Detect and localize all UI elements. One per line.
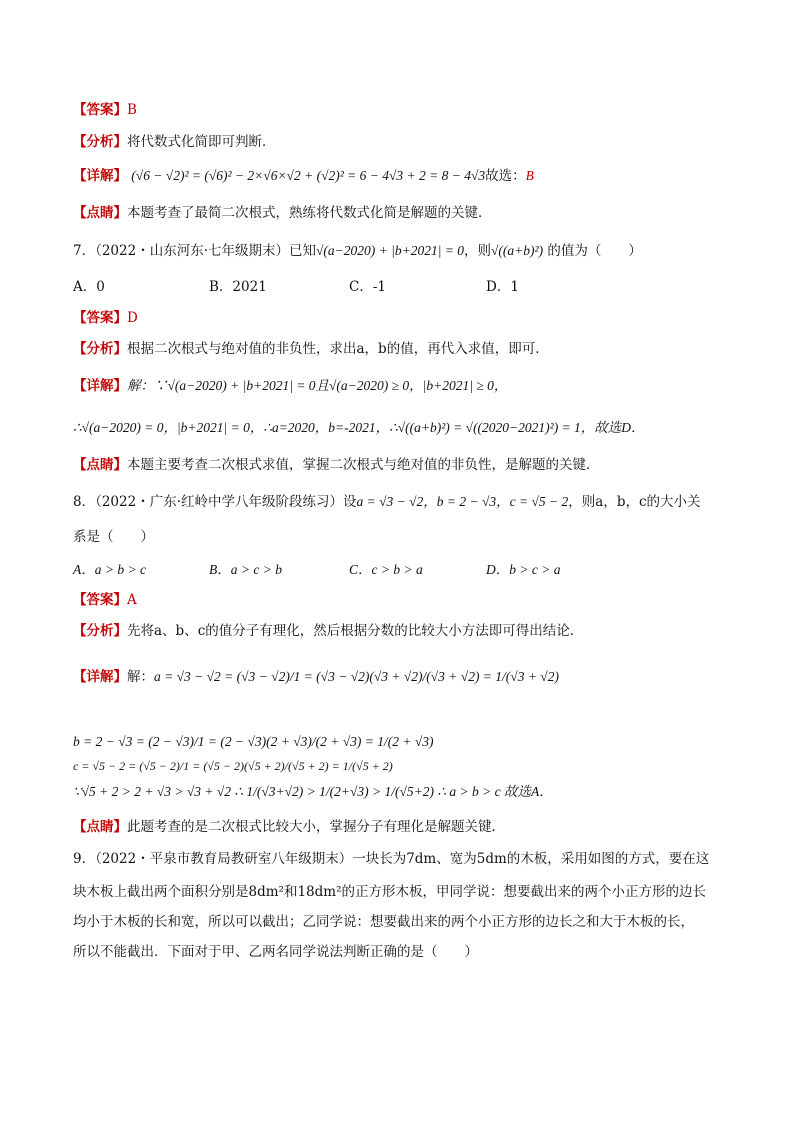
q8-detail-c: c = √5 − 2 = (√5 − 2)/1 = (√5 − 2)(√5 + 2)/(√5 + 2) = 1/(√5 + 2) (73, 759, 393, 773)
answer-tag: 【答案】 (73, 592, 127, 608)
q7-option-a: A．0 (73, 279, 105, 295)
q8-detail-prefix: 解： (127, 669, 154, 685)
q8-option-c: C．c > b > a (349, 562, 423, 577)
q6-answer: B (127, 102, 137, 118)
detail-tag: 【详解】 (73, 669, 127, 685)
q8-comment: 此题考查的是二次根式比较大小，掌握分子有理化是解题关键． (127, 819, 505, 835)
q7-analysis-line (73, 343, 549, 357)
q7-stem-prefix: 7．（2022・山东河东·七年级期末）已知 (73, 243, 316, 259)
q6-detail-tail: 故选： (485, 168, 526, 184)
q8-answer: A (127, 592, 137, 608)
answer-tag: 【答案】 (73, 310, 127, 326)
q6-analysis: 将代数式化简即可判断． (127, 134, 276, 150)
q8-stem-suffix: ，则a，b，c的大小关 (568, 494, 701, 510)
q8-stem-prefix: 8．（2022・广东·红岭中学八年级阶段练习）设 (73, 494, 357, 510)
q7-option-b: B．2021 (209, 279, 267, 295)
q7-answer: D (127, 310, 138, 326)
comment-tag: 【点睛】 (73, 819, 127, 835)
detail-tag: 【详解】 (73, 378, 127, 394)
q8-stem-line2-text: 系是（ ） (73, 529, 154, 545)
analysis-tag: 【分析】 (73, 623, 127, 639)
detail-tag: 【详解】 (73, 168, 127, 184)
q8-analysis: 先将a、b、c的值分子有理化，然后根据分数的比较大小方法即可得出结论． (127, 623, 584, 639)
q7-comment-line (73, 459, 600, 473)
q8-stem-line1 (73, 495, 701, 510)
q8-comment-line (73, 821, 505, 835)
analysis-tag: 【分析】 (73, 341, 127, 357)
q7-detail-2: ∴√(a−2020) = 0，|b+2021| = 0，∴a=2020，b=-2021，∴√((a+b)²) = √((2020−2021)²) = 1，故选D． (73, 420, 645, 435)
q7-stem-mid: ，则 (464, 243, 492, 259)
q8-detail-c-line (73, 760, 393, 774)
q7-option-d: D．1 (486, 279, 519, 295)
q7-stem (73, 244, 642, 259)
answer-tag: 【答案】 (73, 102, 127, 118)
analysis-tag: 【分析】 (73, 134, 127, 150)
q8-detail-b: b = 2 − √3 = (2 − √3)/1 = (2 − √3)(2 + √3)/(2 + √3) = 1/(2 + √3) (73, 734, 434, 749)
q6-answer-line (73, 104, 137, 118)
q8-analysis-line (73, 625, 583, 639)
q8-option-a: A．a > b > c (73, 562, 146, 577)
comment-tag: 【点睛】 (73, 205, 127, 221)
q8-detail-conclusion: ∵√5 + 2 > 2 + √3 > √3 + √2 ∴ 1/(√3+√2) > 1/(2+√3) > 1/(√5+2) ∴ a > b > c 故选A． (73, 784, 553, 799)
q6-detail-math: (√6 − √2)² = (√6)² − 2×√6×√2 + (√2)² = 6 − 4√3 + 2 = 8 − 4√3 (131, 168, 486, 183)
q6-detail-choice: B (525, 168, 534, 183)
q7-detail-line2 (73, 421, 645, 436)
q9-line4 (73, 946, 478, 960)
q9-text-3: 均小于木板的长和宽，所以可以截出；乙同学说：想要截出来的两个小正方形的边长之和大于木板的长， (73, 914, 694, 930)
q8-detail-bc-line (73, 735, 434, 750)
q7-comment: 本题主要考查二次根式求值，掌握二次根式与绝对值的非负性，是解题的关键． (127, 457, 600, 473)
q7-option-c: C．-1 (349, 279, 386, 295)
q6-analysis-line (73, 136, 276, 150)
q8-stem-line2 (73, 531, 154, 545)
q9-line2 (73, 886, 706, 900)
q6-comment: 本题考查了最简二次根式，熟练将代数式化简是解题的关键． (127, 205, 492, 221)
q7-answer-line (73, 312, 138, 326)
q9-text-1: 9．（2022・平泉市教育局教研室八年级期末）一块长为7dm、宽为5dm的木板，采用如图的方式，要在这 (73, 851, 710, 867)
q8-option-d: D．b > c > a (486, 562, 561, 577)
q6-comment-line (73, 207, 492, 221)
q7-detail-1: 解：∵√(a−2020) + |b+2021| = 0且√(a−2020) ≥ 0，|b+2021| ≥ 0， (127, 378, 508, 393)
q8-detail-a-line (73, 670, 559, 685)
q8-stem-math: a = √3 − √2，b = 2 − √3，c = √5 − 2 (356, 494, 569, 509)
q7-stem-math: √(a−2020) + |b+2021| = 0 (316, 243, 465, 258)
comment-tag: 【点睛】 (73, 457, 127, 473)
q9-line1 (73, 853, 709, 867)
q6-detail-line (73, 169, 534, 184)
q7-detail-line1 (73, 379, 507, 394)
q9-line3 (73, 916, 694, 930)
q9-text-2: 块木板上截出两个面积分别是8dm²和18dm²的正方形木板，甲同学说：想要截出来的两个小正方形的边长 (73, 884, 706, 900)
q7-stem-math2: √((a+b)²) (491, 243, 544, 258)
q8-detail-a: a = √3 − √2 = (√3 − √2)/1 = (√3 − √2)(√3 + √2)/(√3 + √2) = 1/(√3 + √2) (154, 669, 559, 684)
q7-analysis: 根据二次根式与绝对值的非负性，求出a，b的值，再代入求值，即可． (127, 341, 549, 357)
q9-text-4: 所以不能截出．下面对于甲、乙两名同学说法判断正确的是（ ） (73, 944, 478, 960)
q8-option-b: B．a > c > b (209, 562, 282, 577)
q8-answer-line (73, 594, 137, 608)
q7-stem-suffix: 的值为（ ） (543, 243, 642, 259)
q8-conclusion-line (73, 785, 553, 800)
